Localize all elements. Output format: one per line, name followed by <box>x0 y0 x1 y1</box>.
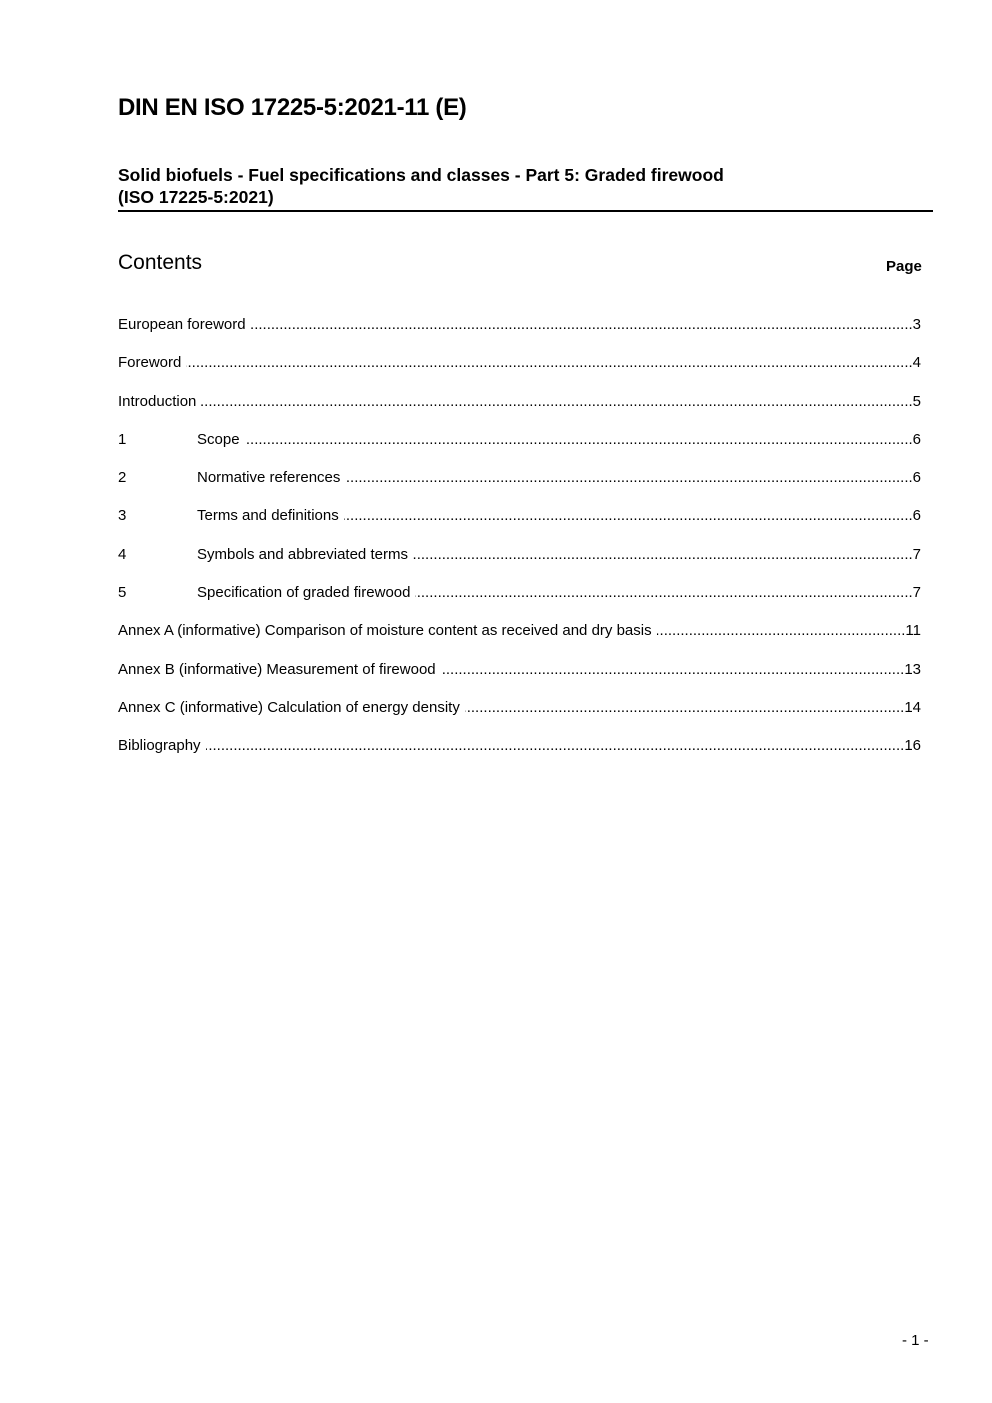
toc-entry-page: 5 <box>912 392 921 410</box>
toc-entry-page: 3 <box>912 316 921 333</box>
toc-entry-annex-c[interactable] <box>118 698 921 736</box>
subtitle-line-2: (ISO 17225-5:2021) <box>118 187 274 207</box>
toc-entry-page: 6 <box>912 430 921 448</box>
toc-dot-leader <box>206 736 905 756</box>
footer-page-number: - 1 - <box>902 1332 929 1349</box>
toc-dot-leader <box>344 506 913 526</box>
toc-entry-scope[interactable] <box>118 430 921 468</box>
toc-dot-leader <box>251 315 913 335</box>
toc-entry-specification-of-graded-firewood[interactable] <box>118 583 921 621</box>
contents-heading: Contents <box>118 251 203 274</box>
toc-dot-leader <box>413 545 913 565</box>
toc-entry-label: European foreword <box>118 316 246 333</box>
toc-entry-page: 4 <box>912 354 921 372</box>
toc-dot-leader <box>657 621 906 641</box>
toc-entry-terms-and-definitions[interactable] <box>118 506 921 544</box>
toc-entry-page: 6 <box>912 507 921 525</box>
toc-entry-number: 4 <box>118 545 127 563</box>
toc-entry-annex-a[interactable] <box>118 621 921 659</box>
document-subtitle <box>118 164 933 212</box>
toc-entry-foreword[interactable] <box>118 353 921 391</box>
toc-entry-number: 1 <box>118 430 127 448</box>
toc-dot-leader <box>345 468 912 488</box>
table-of-contents <box>118 315 921 775</box>
toc-entry-label: Specification of graded firewood <box>197 584 411 602</box>
toc-entry-number: 5 <box>118 584 127 602</box>
toc-entry-label: Foreword <box>118 354 182 372</box>
toc-entry-label: Annex B (informative) Measurement of firewood <box>118 660 436 678</box>
toc-entry-page: 7 <box>912 584 921 602</box>
toc-entry-annex-b[interactable] <box>118 660 921 698</box>
toc-entry-european-foreword[interactable] <box>118 315 921 353</box>
toc-entry-label: Scope <box>197 430 240 448</box>
toc-dot-leader <box>186 353 912 373</box>
toc-entry-page: 14 <box>904 698 921 716</box>
subtitle-line-1: Solid biofuels - Fuel specifications and classes - Part 5: Graded firewood <box>118 165 724 185</box>
toc-entry-page: 13 <box>904 660 921 678</box>
toc-dot-leader <box>415 583 912 603</box>
toc-entry-page: 16 <box>904 737 921 755</box>
toc-entry-label: Bibliography <box>118 737 201 755</box>
toc-entry-label: Introduction <box>118 392 197 410</box>
toc-entry-label: Symbols and abbreviated terms <box>197 545 408 563</box>
toc-entry-page: 7 <box>912 545 921 563</box>
toc-dot-leader <box>245 430 913 450</box>
toc-dot-leader <box>201 392 912 412</box>
toc-entry-page: 11 <box>905 622 921 640</box>
toc-entry-normative-references[interactable] <box>118 468 921 506</box>
toc-entry-symbols-and-abbreviated-terms[interactable] <box>118 545 921 583</box>
toc-entry-number: 3 <box>118 507 127 525</box>
page-column-heading: Page <box>886 258 922 275</box>
toc-entry-number: 2 <box>118 469 127 487</box>
document-title: DIN EN ISO 17225-5:2021-11 (E) <box>118 94 467 121</box>
toc-dot-leader <box>441 660 905 680</box>
toc-entry-bibliography[interactable] <box>118 736 921 774</box>
toc-entry-page: 6 <box>912 469 921 487</box>
toc-entry-label: Annex A (informative) Comparison of moisture content as received and dry basis <box>118 622 652 640</box>
toc-entry-label: Normative references <box>197 469 341 487</box>
toc-entry-label: Annex C (informative) Calculation of energy density <box>118 698 460 716</box>
toc-dot-leader <box>465 698 904 718</box>
toc-entry-label: Terms and definitions <box>197 507 339 525</box>
toc-entry-introduction[interactable] <box>118 392 921 430</box>
